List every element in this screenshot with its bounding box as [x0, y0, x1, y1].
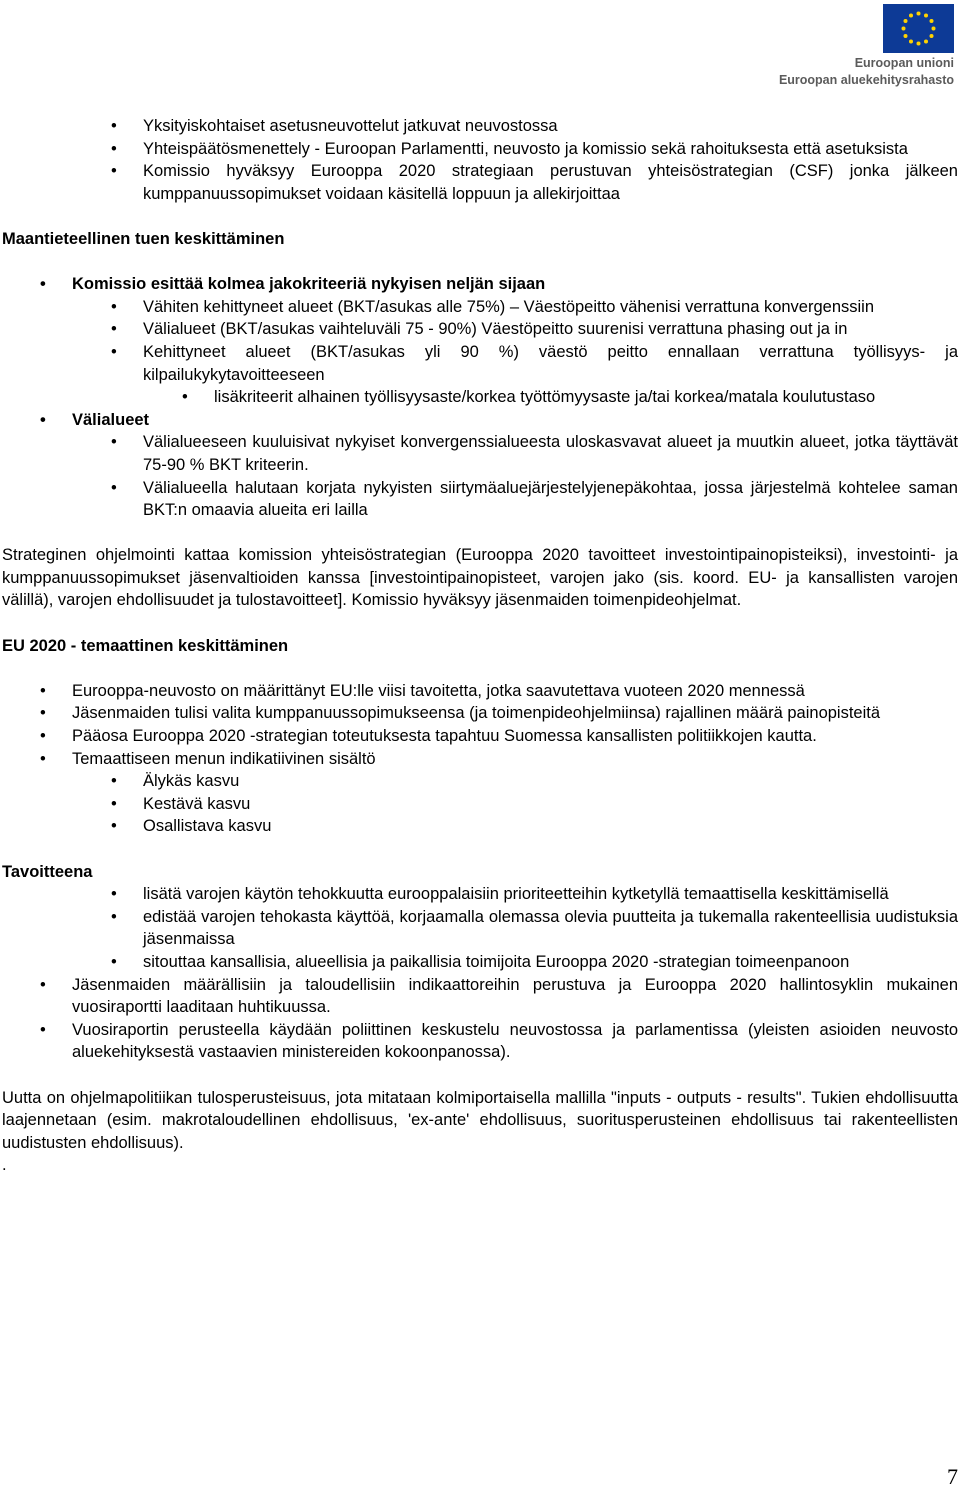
list-item: • lisätä varojen käytön tehokkuutta eurooppalaisiin prioriteetteihin kytketyllä temaattisella keskittämisellä — [143, 883, 958, 906]
list-item: • edistää varojen tehokasta käyttöä, korjaamalla olemassa olevia puutteita ja tukemalla rakenteellisia uudistuksia jäsenmaissa — [143, 906, 958, 951]
list-item: • Välialueella halutaan korjata nykyisten siirtymäaluejärjestelyjenepäkohtaa, jossa järjestelmä kohtelee saman BKT:n omaavia alueita eri lailla — [143, 477, 958, 522]
section-heading: EU 2020 - temaattinen keskittäminen — [2, 636, 289, 655]
list-item: • lisäkriteerit alhainen työllisyysaste/korkea työttömyysaste ja/tai korkea/matala koulutustaso — [214, 386, 958, 409]
list-item: • Komissio esittää kolmea jakokriteeriä nykyisen neljän sijaan — [72, 273, 958, 296]
list-item: • Vähiten kehittyneet alueet (BKT/asukas alle 75%) – Väestöpeitto vähenisi verrattuna konvergenssiin — [143, 296, 958, 319]
page-number: 7 — [947, 1464, 958, 1490]
section-heading: Tavoitteena — [2, 862, 93, 881]
list-item: • Temaattiseen menun indikatiivinen sisältö — [72, 748, 958, 771]
list-item: • Eurooppa-neuvosto on määrittänyt EU:lle viisi tavoitetta, jotka saavutettava vuoteen 2020 mennessä — [72, 680, 958, 703]
list-item: • Jäsenmaiden määrällisiin ja taloudellisiin indikaattoreihin perustuva ja Eurooppa 2020 hallintosyklin mukainen vuosiraportti laaditaan huhtikuussa. — [72, 974, 958, 1019]
list-item: • Komissio hyväksyy Eurooppa 2020 strategiaan perustuvan yhteisöstrategian (CSF) jonka jälkeen kumppanuussopimukset voidaan käsitellä loppuun ja allekirjoittaa — [143, 160, 958, 205]
list-item: • sitouttaa kansallisia, alueellisia ja paikallisia toimijoita Eurooppa 2020 -strategian toimeenpanoon — [143, 951, 958, 974]
logo-line-eu: Euroopan unioni — [854, 56, 954, 70]
document-body — [2, 115, 958, 1177]
eu-logo — [764, 4, 954, 92]
paragraph: Strateginen ohjelmointi kattaa komission yhteisöstrategian (Eurooppa 2020 tavoitteet investointipainopisteiksi), investointi- ja kumppanuussopimukset jäsenvaltioiden kanssa [investointipainopisteet, varojen jako (sis. koord. EU- ja kansallisten varojen välillä), varojen ehdollisuudet ja tulostavoitteet]. Komissio hyväksyy jäsenmaiden toimenpideohjelmat. — [2, 546, 958, 610]
list-item: • Pääosa Eurooppa 2020 -strategian toteutuksesta tapahtuu Suomessa kansallisten politiikkojen kautta. — [72, 725, 958, 748]
logo-line-fund: Euroopan aluekehitysrahasto — [778, 73, 954, 87]
paragraph: . — [2, 1156, 7, 1175]
section-heading: Maantieteellinen tuen keskittäminen — [2, 229, 285, 248]
eu-flag-icon — [883, 4, 954, 53]
list-item: • Välialueet (BKT/asukas vaihteluväli 75 - 90%) Väestöpeitto suurenisi verrattuna phasing out ja in — [143, 318, 958, 341]
list-item: • Osallistava kasvu — [143, 815, 958, 838]
list-item: • Älykäs kasvu — [143, 770, 958, 793]
list-item: • Yksityiskohtaiset asetusneuvottelut jatkuvat neuvostossa — [143, 115, 958, 138]
list-item: • Kestävä kasvu — [143, 793, 958, 816]
list-item: • Välialueeseen kuuluisivat nykyiset konvergenssialueesta uloskasvavat alueet ja muutkin alueet, jotka täyttävät 75-90 % BKT kriteerin. — [143, 431, 958, 476]
list-item: • Vuosiraportin perusteella käydään poliittinen keskustelu neuvostossa ja parlamentissa (yleisten asioiden neuvosto aluekehityksestä vastaavien ministereiden kokoonpanossa). — [72, 1019, 958, 1064]
list-item: • Jäsenmaiden tulisi valita kumppanuussopimukseensa (ja toimenpideohjelmiinsa) rajallinen määrä painopisteitä — [72, 702, 958, 725]
list-item: • Yhteispäätösmenettely - Euroopan Parlamentti, neuvosto ja komissio sekä rahoituksesta että asetuksista — [143, 138, 958, 161]
list-item: • Välialueet — [72, 409, 958, 432]
paragraph: Uutta on ohjelmapolitiikan tulosperusteisuus, jota mitataan kolmiportaisella mallilla "inputs - outputs - results". Tukien ehdollisuutta laajennetaan (esim. makrotaloudellinen ehdollisuus, 'ex-ante' ehdollisuus, suoritusperusteinen ehdollisuus tai rakenteellisten uudistusten ehdollisuus). — [2, 1088, 958, 1152]
list-item: • Kehittyneet alueet (BKT/asukas yli 90 %) väestö peitto ennallaan verrattuna työllisyys- ja kilpailukykytavoitteeseen — [143, 341, 958, 386]
